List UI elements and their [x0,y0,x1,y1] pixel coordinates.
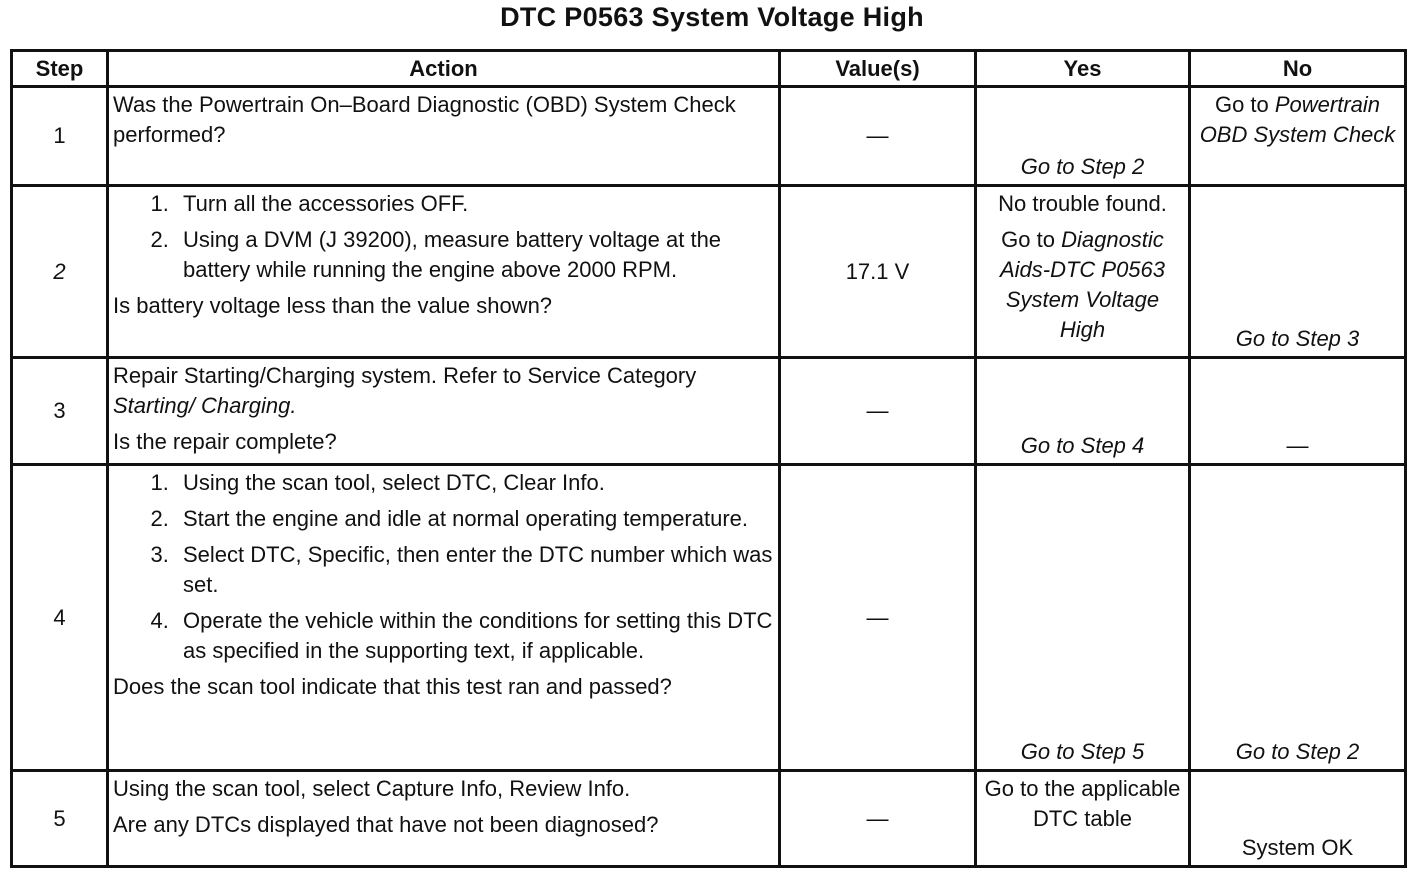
step-number: 5 [12,771,108,867]
header-no: No [1190,51,1406,87]
table-row [12,771,1406,867]
header-step: Step [12,51,108,87]
action-cell [108,186,780,358]
action-cell [108,87,780,186]
action-cell [108,358,780,465]
dtc-table [10,49,1407,868]
list-item: 2. Start the engine and idle at normal operating temperature. [175,504,774,534]
no-cell [1190,465,1406,771]
yes-goto-link[interactable]: Go to Step 5 [1020,739,1145,764]
no-goto-link[interactable]: Go to Step 3 [1235,326,1360,351]
yes-note: No trouble found. [998,191,1167,216]
list-item: 4. Operate the vehicle within the conditions for setting this DTC as specified in the supporting text, if applicable. [175,606,774,666]
yes-text: Go to the applicable DTC table [984,776,1181,831]
yes-prefix: Go to [1001,227,1062,252]
action-question: Does the scan tool indicate that this test ran and passed? [113,674,672,699]
page-title: DTC P0563 System Voltage High [500,2,924,32]
table-header-row [12,51,1406,87]
action-question: Are any DTCs displayed that have not been diagnosed? [113,812,659,837]
table-row [12,358,1406,465]
list-item: 1. Using the scan tool, select DTC, Clear Info. [175,468,774,498]
action-text: Using the scan tool, select Capture Info, Review Info. [113,776,631,801]
yes-cell [976,87,1190,186]
no-cell: System OK [1190,771,1406,867]
header-values: Value(s) [780,51,976,87]
no-cell [1190,186,1406,358]
header-yes: Yes [976,51,1190,87]
value-cell: — [780,87,976,186]
header-action: Action [108,51,780,87]
step-number: 3 [12,358,108,465]
list-item: 2. Using a DVM (J 39200), measure battery voltage at the battery while running the engine above 2000 RPM. [175,225,774,285]
no-goto-link[interactable]: Go to Step 2 [1235,739,1360,764]
service-category-link[interactable]: Starting/ Charging. [113,393,297,418]
value-cell: 17.1 V [780,186,976,358]
table-row [12,465,1406,771]
step-number: 4 [12,465,108,771]
yes-goto-link[interactable]: Go to Step 2 [1020,154,1145,179]
value-cell: — [780,358,976,465]
action-text: Repair Starting/Charging system. Refer to Service Category [113,363,697,388]
list-item: 1. Turn all the accessories OFF. [175,189,774,219]
value-cell: — [780,771,976,867]
yes-cell [976,186,1190,358]
table-row [12,186,1406,358]
action-cell [108,465,780,771]
value-cell: — [780,465,976,771]
step-number: 2 [12,186,108,358]
yes-goto-link[interactable]: Go to Step 4 [1020,433,1145,458]
yes-cell [976,358,1190,465]
no-cell [1190,87,1406,186]
step-number: 1 [12,87,108,186]
yes-cell [976,771,1190,867]
no-goto-link[interactable]: Powertrain OBD System Check [1199,92,1396,147]
yes-goto-link[interactable]: Diagnostic Aids-DTC P0563 System Voltage High [999,227,1166,342]
action-list [113,189,774,285]
yes-cell [976,465,1190,771]
list-item: 3. Select DTC, Specific, then enter the DTC number which was set. [175,540,774,600]
action-cell [108,771,780,867]
no-cell: — [1190,358,1406,465]
action-text: Was the Powertrain On–Board Diagnostic (OBD) System Check performed? [113,92,736,147]
table-row [12,87,1406,186]
action-list [113,468,774,666]
no-prefix: Go to [1214,92,1275,117]
action-question: Is the repair complete? [113,429,337,454]
action-question: Is battery voltage less than the value shown? [113,293,553,318]
